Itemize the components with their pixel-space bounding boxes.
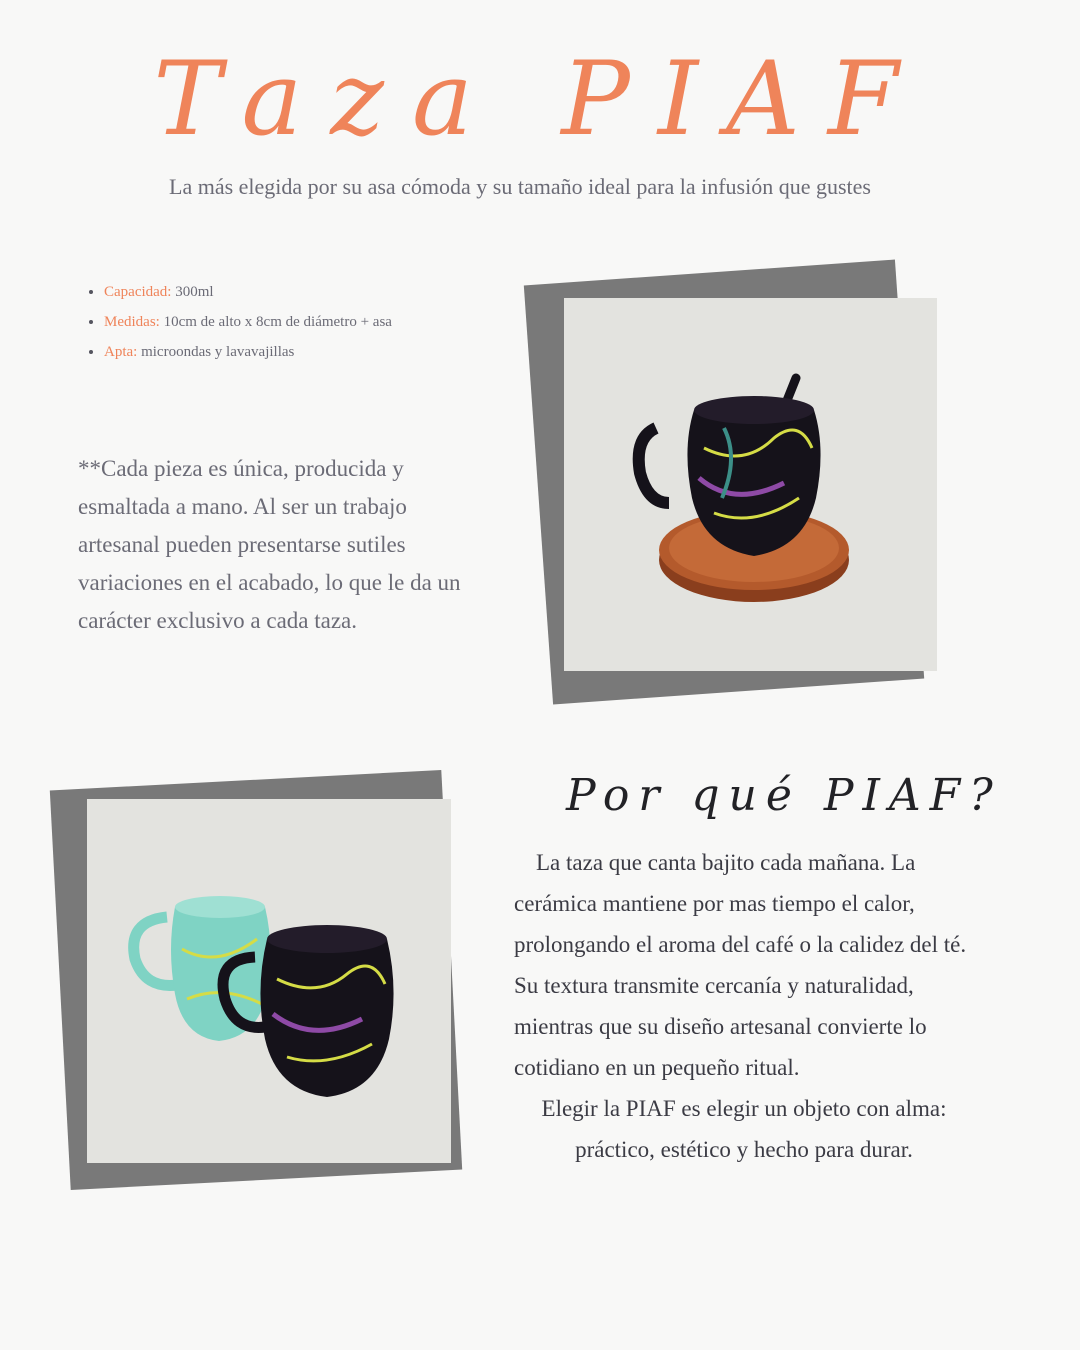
spec-list — [86, 284, 392, 374]
product-subtitle: La más elegida por su asa cómoda y su tamaño ideal para la infusión que gustes — [169, 174, 871, 199]
spec-value: 300ml — [175, 284, 214, 300]
spec-value: microondas y lavavajillas — [141, 344, 295, 360]
spec-label: Capacidad: — [104, 284, 172, 300]
two-mugs-illustration — [87, 799, 451, 1163]
spec-item-capacity — [104, 284, 392, 301]
spec-item-suitable — [104, 344, 392, 361]
black-mug-illustration — [564, 298, 937, 671]
two-mugs-photo — [87, 799, 451, 1163]
spec-item-dimensions — [104, 314, 392, 331]
black-mug-photo — [564, 298, 937, 671]
spec-label: Apta: — [104, 344, 138, 360]
why-paragraph: La taza que canta bajito cada mañana. La cerámica mantiene por mas tiempo el calor, prolongando el aroma del café o la calidez del té. Su textura transmite cercanía y naturalidad, mientras que su diseño artesanal convierte lo cotidiano en un pequeño ritual. — [514, 850, 967, 1080]
handmade-note: **Cada pieza es única, producida y esmaltada a mano. Al ser un trabajo artesanal pueden presentarse sutiles variaciones en el acabado, lo que le da un carácter exclusivo a cada taza. — [78, 456, 461, 633]
spec-value: 10cm de alto x 8cm de diámetro + asa — [163, 314, 392, 330]
product-title: Taza PIAF — [153, 40, 927, 159]
why-piaf-text — [514, 842, 974, 1170]
why-paragraph: Elegir la PIAF es elegir un objeto con alma: práctico, estético y hecho para durar. — [541, 1096, 947, 1162]
spec-label: Medidas: — [104, 314, 160, 330]
why-piaf-heading: Por qué PIAF? — [566, 770, 1002, 821]
